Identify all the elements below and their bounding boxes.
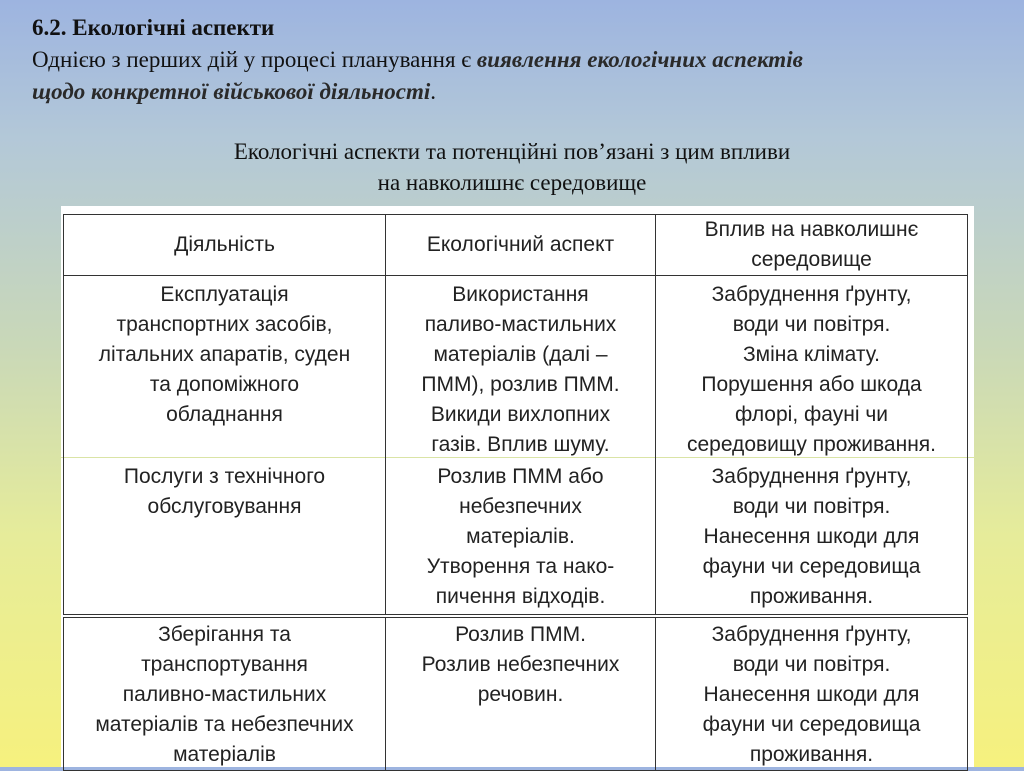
table-fragment-3 [61,617,974,767]
caption-line-1: Екологічні аспекти та потенційні пов’язані з цим впливи [233,139,791,164]
row-1-aspect: Використання паливо-мастильних матеріалів (далі – ПММ), розлив ПММ. Викиди вихлопних газів. Вплив шуму. [386,276,656,461]
row-2-activity: Послуги з технічного обслуговування [64,458,386,615]
header-impact: Вплив на навколишнє середовище [656,215,968,276]
table-caption [0,136,1024,198]
section-intro-text [32,44,1002,108]
table-row [64,276,968,461]
aspects-table-continued-2 [63,617,968,771]
section-number-title: 6.2. Екологічні аспекти [32,15,275,40]
header-activity: Діяльність [64,215,386,276]
intro-end: . [430,79,436,104]
row-1-activity: Експлуатація транспортних засобів, літальних апаратів, суден та допоміжного обладнання [64,276,386,461]
intro-emphasis-1: виявлення екологічних аспектів [476,47,803,72]
row-3-aspect: Розлив ПММ. Розлив небезпечних речовин. [386,618,656,771]
table-header-row [64,215,968,276]
aspects-table-continued [63,458,968,615]
table-fragment-2 [61,458,974,617]
row-2-impact: Забруднення ґрунту, води чи повітря. Нанесення шкоди для фауни чи середовища проживання. [656,458,968,615]
row-3-activity: Зберігання та транспортування паливно-мастильних матеріалів та небезпечних матеріалів [64,618,386,771]
table-row [64,458,968,615]
row-1-impact: Забруднення ґрунту, води чи повітря. Зміна клімату. Порушення або шкода флорі, фауні чи середовищу проживання. [656,276,968,461]
table-fragment-1 [61,206,974,457]
caption-line-2: на навколишнє середовище [377,170,647,195]
header-aspect: Екологічний аспект [386,215,656,276]
table-row [64,618,968,771]
row-3-impact: Забруднення ґрунту, води чи повітря. Нанесення шкоди для фауни чи середовища проживання. [656,618,968,771]
intro-plain-text: Однією з перших дій у процесі планування є [32,47,477,72]
intro-emphasis-2: щодо конкретної військової діяльності [32,79,431,104]
aspects-table [63,214,968,461]
row-2-aspect: Розлив ПММ або небезпечних матеріалів. Утворення та нако- пичення відходів. [386,458,656,615]
section-heading [32,12,1002,108]
